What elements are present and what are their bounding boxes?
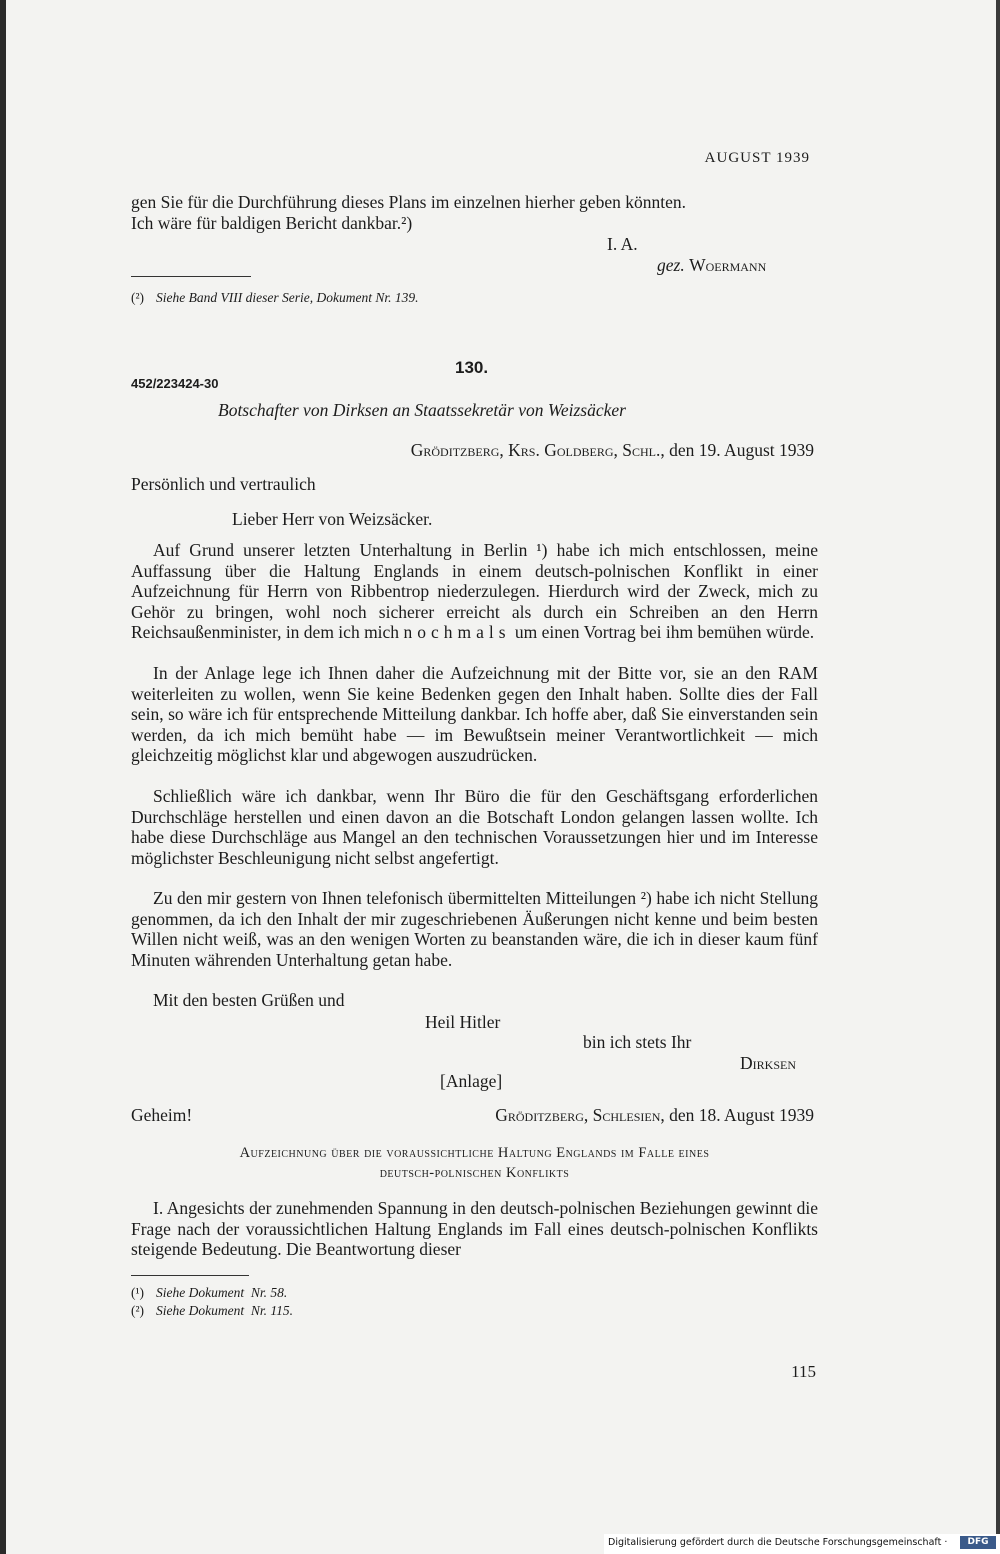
carryover-signature <box>657 255 766 275</box>
footnote-bottom-2 <box>131 1303 293 1319</box>
footnote-bottom-2-number: (²) <box>131 1303 145 1318</box>
paragraph-4: Zu den mir gestern von Ihnen telefonisch übermittelten Mitteilungen ²) habe ich nicht Stellung genommen, da ich den Inhalt der mir zugeschriebenen Äußerungen nicht kenne und beim besten Willen nicht weiß, was an den wenigen Worten zu beanstanden wäre, die ich in dieser kaum fünf Minuten währenden Unterhaltung getan habe. <box>131 888 818 970</box>
enclosure-paragraph: I. Angesichts der zunehmenden Spannung in den deutsch-polnischen Beziehungen gewinnt die Frage nach der voraussichtlichen Haltung Englands im Fall eines deutsch-polnischen Konflikts steigende Bedeutung. Die Beantwortung dieser <box>131 1198 818 1259</box>
signed-name: Woermann <box>689 255 767 275</box>
page-number: 115 <box>791 1362 816 1381</box>
scan-edge-right <box>996 0 1000 1554</box>
footnote-top-number: (²) <box>131 290 145 305</box>
enclosure-place-date <box>495 1105 814 1125</box>
signature: Dirksen <box>740 1053 796 1073</box>
signed-prefix: gez. <box>657 255 685 275</box>
enclosure-title-line-1: Aufzeichnung über die voraussichtliche Haltung Englands im Falle eines <box>239 1145 710 1161</box>
enclosure-date: den 18. August 1939 <box>669 1105 814 1125</box>
footnote-rule-bottom <box>131 1275 249 1276</box>
file-number: 452/223424-30 <box>131 376 219 391</box>
carryover-ia: I. A. <box>607 234 638 254</box>
closing-phrase: bin ich stets Ihr <box>583 1032 692 1052</box>
paragraph-1 <box>131 540 818 643</box>
footnote-top-text: Siehe Band VIII dieser Serie, Dokument Nr. 139. <box>156 290 419 305</box>
salutation: Lieber Herr von Weizsäcker. <box>232 509 433 529</box>
date: den 19. August 1939 <box>669 440 814 460</box>
paragraph-2: In der Anlage lege ich Ihnen daher die Aufzeichnung mit der Bitte vor, sie an den RAM weiterleiten zu wollen, wenn Sie keine Bedenken gegen den Inhalt haben. Sollte dies der Fall sein, so wäre ich für entsprechende Mitteilung dankbar. Ich hoffe aber, daß Sie einverstanden sein werden, da ich mich bemüht habe — im Bewußtsein meiner Verantwortlichkeit — mich gleichzeitig möglichst klar und abgewogen auszudrücken. <box>131 663 818 765</box>
footnote-bottom-2-text: Siehe Dokument Nr. 115. <box>156 1303 294 1318</box>
paragraph-1-spaced: nochmals <box>403 622 511 642</box>
enclosure-label: [Anlage] <box>440 1071 503 1091</box>
document-title: Botschafter von Dirksen an Staatssekretär von Weizsäcker <box>218 400 626 420</box>
paragraph-1-end: um einen Vortrag bei ihm bemühen würde. <box>514 622 815 642</box>
classification: Persönlich und vertraulich <box>131 474 316 494</box>
footnote-top <box>131 290 419 306</box>
footnote-bottom-1-text: Siehe Dokument Nr. 58. <box>156 1285 288 1300</box>
footnote-rule-top <box>131 276 251 277</box>
closing-greeting: Mit den besten Grüßen und <box>153 990 345 1010</box>
document-number: 130. <box>455 358 489 377</box>
enclosure-place: Gröditzberg, Schlesien, <box>495 1105 665 1125</box>
footer-credit: Digitalisierung gefördert durch die Deutsche Forschungsgemeinschaft · <box>608 1537 948 1548</box>
carryover-line-2: Ich wäre für baldigen Bericht dankbar.²) <box>131 213 413 233</box>
footnote-bottom-1 <box>131 1285 287 1301</box>
place: Gröditzberg, Krs. Goldberg, Schl., <box>410 440 665 460</box>
enclosure-classification: Geheim! <box>131 1105 193 1125</box>
footnote-bottom-1-number: (¹) <box>131 1285 145 1300</box>
dfg-logo-icon: DFG <box>960 1536 996 1549</box>
enclosure-title-line-2: deutsch-polnischen Konflikts <box>379 1165 570 1181</box>
running-head: AUGUST 1939 <box>704 150 810 166</box>
carryover-line-1: gen Sie für die Durchführung dieses Plans im einzelnen hierher geben könnten. <box>131 192 686 212</box>
paragraph-1-text: Auf Grund unserer letzten Unterhaltung in Berlin ¹) habe ich mich entschlossen, meine Auffassung über die Haltung Englands in einem deutsch-polnischen Konflikt in einer Aufzeichnung für Herrn von Ribbentrop niederzulegen. Hierdurch wird der Zweck, mich zu Gehör zu bringen, wohl noch sicherer erreicht als durch ein Schreiben an den Herrn Reichsaußenminister, in dem ich mich <box>131 540 818 642</box>
place-date-line <box>411 440 814 460</box>
closing-salute: Heil Hitler <box>425 1012 501 1032</box>
paragraph-3: Schließlich wäre ich dankbar, wenn Ihr Büro die für den Geschäftsgang erforderlichen Durchschläge herstellen und einen davon an die Botschaft London gelangen lassen wollte. Ich habe diese Durchschläge aus Mangel an den technischen Voraussetzungen hier und im Interesse möglichster Beschleunigung nicht selbst angefertigt. <box>131 786 818 868</box>
scan-edge-left <box>0 0 6 1554</box>
